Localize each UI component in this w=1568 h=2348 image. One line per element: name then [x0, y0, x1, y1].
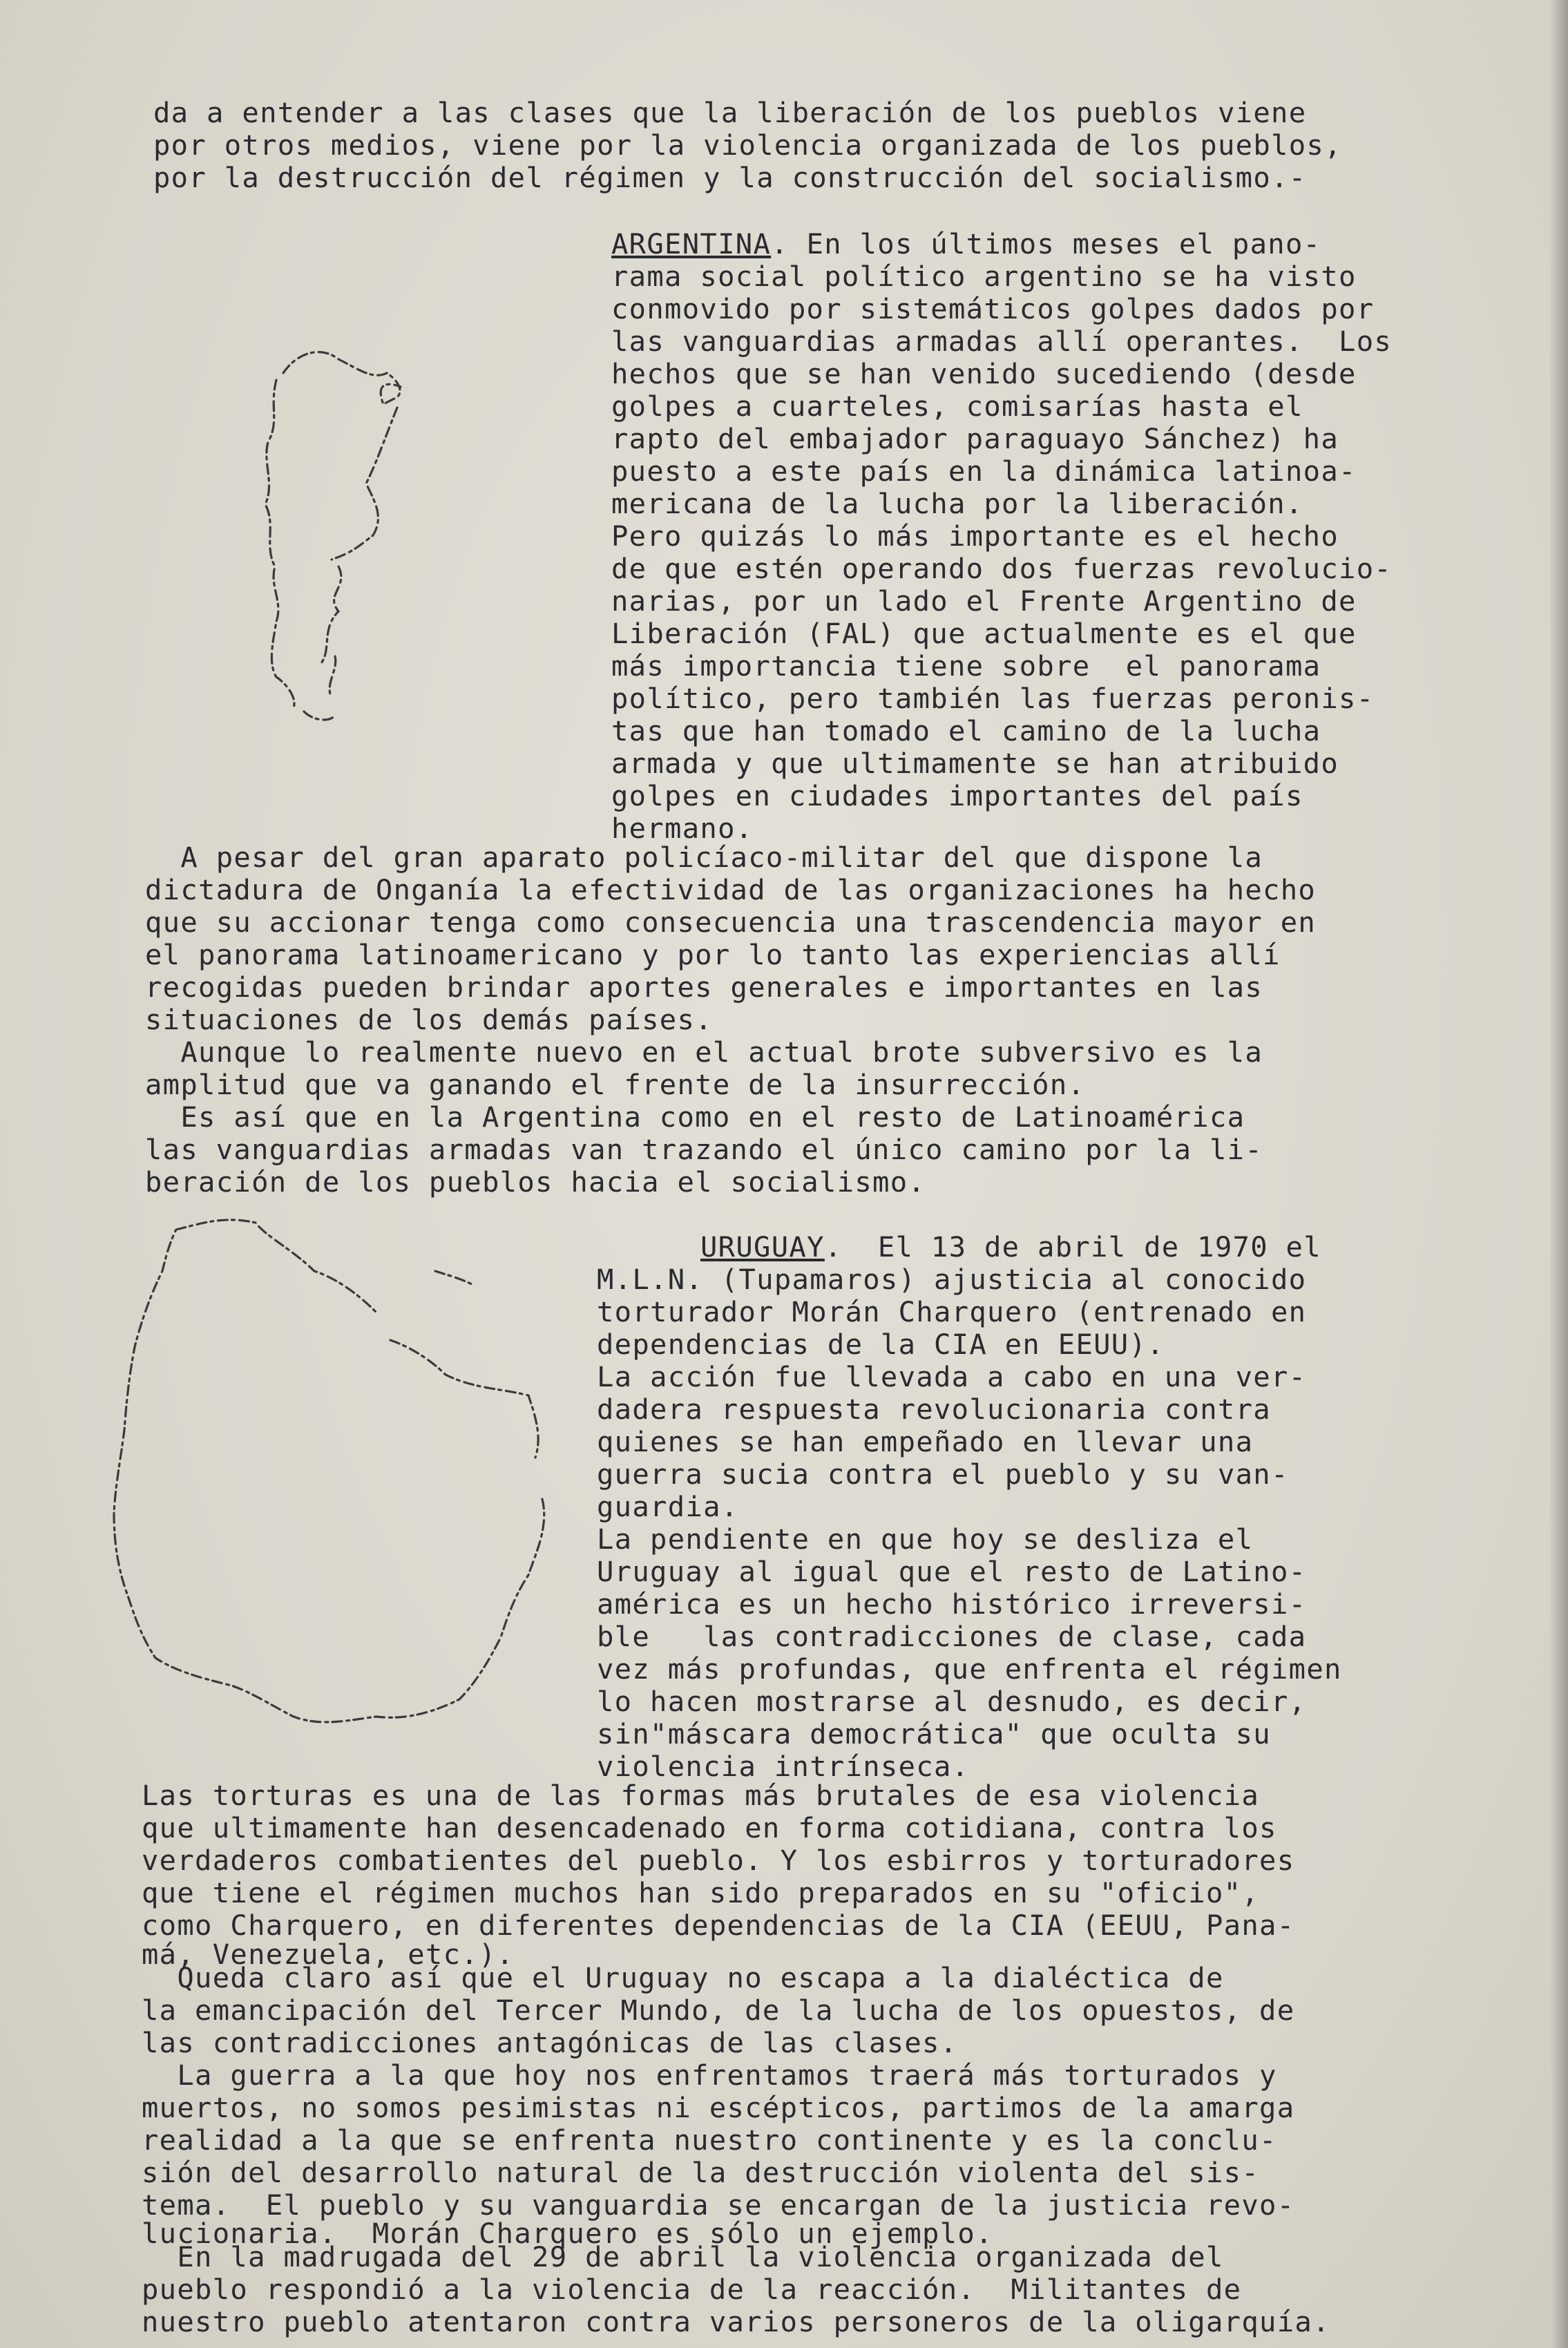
uruguay-line-3: dependencias de la CIA en EEUU).: [597, 1328, 1165, 1361]
uruguay-para2-line-6: má, Venezuela, etc.).: [142, 1938, 515, 1971]
uruguay-para2-line-4: que tiene el régimen muchos han sido preparados en su "oficio",: [142, 1876, 1260, 1909]
intro-line-2: por otros medios, viene por la violencia organizada de los pueblos,: [153, 128, 1342, 162]
argentina-para2-line-6: situaciones de los demás países.: [145, 1003, 713, 1036]
argentina-para2-line-5: recogidas pueden brindar aportes generales e importantes en las: [145, 971, 1263, 1004]
intro-line-3: por la destrucción del régimen y la construcción del socialismo.-: [153, 161, 1307, 194]
argentina-para3-line-1: Aunque lo realmente nuevo en el actual brote subversivo es la: [145, 1035, 1263, 1069]
uruguay-line-13: vez más profundas, que enfrenta el régimen: [597, 1652, 1342, 1686]
uruguay-line-1: M.L.N. (Tupamaros) ajusticia al conocido: [597, 1263, 1307, 1296]
argentina-line-1: rama social político argentino se ha visto: [611, 260, 1357, 293]
uruguay-para4-line-4: sión del desarrollo natural de la destrucción violenta del sis-: [142, 2156, 1260, 2189]
uruguay-para2-line-5: como Charquero, en diferentes dependencias de la CIA (EEUU, Pana-: [142, 1909, 1295, 1942]
argentina-line-6: rapto del embajador paraguayo Sánchez) ha: [611, 422, 1339, 455]
argentina-line-17: golpes en ciudades importantes del país: [611, 779, 1303, 812]
uruguay-para2-line-1: Las torturas es una de las formas más brutales de esa violencia: [142, 1779, 1260, 1812]
uruguay-para2-line-2: que ultimamente han desencadenado en forma cotidiana, contra los: [142, 1811, 1277, 1844]
uruguay-para3-line-2: la emancipación del Tercer Mundo, de la lucha de los opuestos, de: [142, 1994, 1295, 2027]
uruguay-line-14: lo hacen mostrarse al desnudo, es decir,: [597, 1685, 1307, 1718]
uruguay-first-line: [597, 1231, 1321, 1263]
argentina-para2-line-2: dictadura de Onganía la efectividad de las organizaciones ha hecho: [145, 873, 1317, 906]
uruguay-para2-line-3: verdaderos combatientes del pueblo. Y los esbirros y torturadores: [142, 1844, 1295, 1877]
uruguay-para4-line-3: realidad a la que se enfrenta nuestro continente y es la conclu-: [142, 2123, 1277, 2157]
uruguay-para3-line-3: las contradicciones antagónicas de las clases.: [142, 2026, 958, 2059]
argentina-line-14: político, pero también las fuerzas peronis-: [611, 682, 1375, 715]
argentina-line-11: narias, por un lado el Frente Argentino de: [611, 584, 1357, 618]
argentina-line-5: golpes a cuarteles, comisarías hasta el: [611, 390, 1303, 423]
uruguay-para5-line-1: En la madrugada del 29 de abril la violencia organizada del: [142, 2240, 1224, 2273]
argentina-para4-line-1: Es así que en la Argentina como en el resto de Latinoamérica: [145, 1100, 1245, 1134]
argentina-line-3: las vanguardias armadas allí operantes. Los: [611, 325, 1393, 358]
uruguay-line-6: quienes se han empeñado en llevar una: [597, 1425, 1254, 1458]
argentina-para4-line-3: beración de los pueblos hacia el socialismo.: [145, 1165, 926, 1199]
argentina-line-4: hechos que se han venido sucediendo (desde: [611, 357, 1357, 390]
uruguay-line-8: guardia.: [597, 1490, 739, 1523]
argentina-line-10: de que estén operando dos fuerzas revolucio-: [611, 552, 1393, 585]
argentina-line-9: Pero quizás lo más importante es el hecho: [611, 519, 1339, 553]
uruguay-para5-line-3: nuestro pueblo atentaron contra varios personeros de la oligarquía.: [142, 2305, 1330, 2338]
page-edge-shadow: [1550, 0, 1568, 2348]
argentina-para2-line-1: A pesar del gran aparato policíaco-militar del que dispone la: [145, 841, 1263, 874]
argentina-map-drawing: [256, 338, 470, 781]
uruguay-line-2: torturador Morán Charquero (entrenado en: [597, 1295, 1307, 1328]
uruguay-line-16: violencia intrínseca.: [597, 1750, 970, 1783]
argentina-line-2: conmovido por sistemáticos golpes dados por: [611, 292, 1375, 325]
uruguay-map-drawing: [86, 1209, 597, 1775]
uruguay-line-10: Uruguay al igual que el resto de Latino-: [597, 1555, 1307, 1588]
argentina-line-7: puesto a este país en la dinámica latinoa-: [611, 455, 1357, 488]
argentina-para4-line-2: las vanguardias armadas van trazando el único camino por la li-: [145, 1133, 1263, 1166]
uruguay-para3-line-1: Queda claro así que el Uruguay no escapa a la dialéctica de: [142, 1961, 1224, 1994]
argentina-line-16: armada y que ultimamente se han atribuido: [611, 747, 1339, 780]
intro-line-1: da a entender a las clases que la liberación de los pueblos viene: [153, 96, 1307, 129]
uruguay-para4-line-6: lucionaria. Morán Charquero es sólo un ejemplo.: [142, 2217, 993, 2250]
uruguay-line-11: américa es un hecho histórico irreversi-: [597, 1587, 1307, 1621]
uruguay-para4-line-5: tema. El pueblo y su vanguardia se encargan de la justicia revo-: [142, 2188, 1295, 2222]
argentina-heading: ARGENTINA: [611, 227, 772, 260]
argentina-line-15: tas que han tomado el camino de la lucha: [611, 714, 1321, 747]
argentina-para2-line-4: el panorama latinoamericano y por lo tanto las experiencias allí: [145, 938, 1281, 971]
argentina-first-line-rest: . En los últimos meses el pano-: [771, 227, 1321, 260]
argentina-line-8: mericana de la lucha por la liberación.: [611, 487, 1303, 520]
uruguay-para4-line-2: muertos, no somos pesimistas ni escépticos, partimos de la amarga: [142, 2091, 1295, 2124]
uruguay-line-12: ble las contradicciones de clase, cada: [597, 1620, 1307, 1653]
argentina-line-12: Liberación (FAL) que actualmente es el que: [611, 617, 1357, 650]
uruguay-line-9: La pendiente en que hoy se desliza el: [597, 1523, 1254, 1556]
argentina-first-line: [611, 228, 1321, 260]
uruguay-line-7: guerra sucia contra el pueblo y su van-: [597, 1458, 1289, 1491]
uruguay-para5-line-2: pueblo respondió a la violencia de la reacción. Militantes de: [142, 2273, 1242, 2306]
argentina-para3-line-2: amplitud que va ganando el frente de la insurrección.: [145, 1068, 1086, 1101]
uruguay-heading: URUGUAY: [700, 1230, 825, 1263]
uruguay-line-5: dadera respuesta revolucionaria contra: [597, 1393, 1271, 1426]
uruguay-line-4: La acción fue llevada a cabo en una ver-: [597, 1360, 1307, 1393]
uruguay-para4-line-1: La guerra a la que hoy nos enfrentamos traerá más torturados y: [142, 2059, 1277, 2092]
argentina-line-18: hermano.: [611, 812, 754, 845]
argentina-line-13: más importancia tiene sobre el panorama: [611, 649, 1321, 683]
uruguay-first-line-rest: . El 13 de abril de 1970 el: [824, 1230, 1321, 1263]
argentina-para2-line-3: que su accionar tenga como consecuencia una trascendencia mayor en: [145, 906, 1317, 939]
uruguay-line-15: sin"máscara democrática" que oculta su: [597, 1717, 1271, 1750]
